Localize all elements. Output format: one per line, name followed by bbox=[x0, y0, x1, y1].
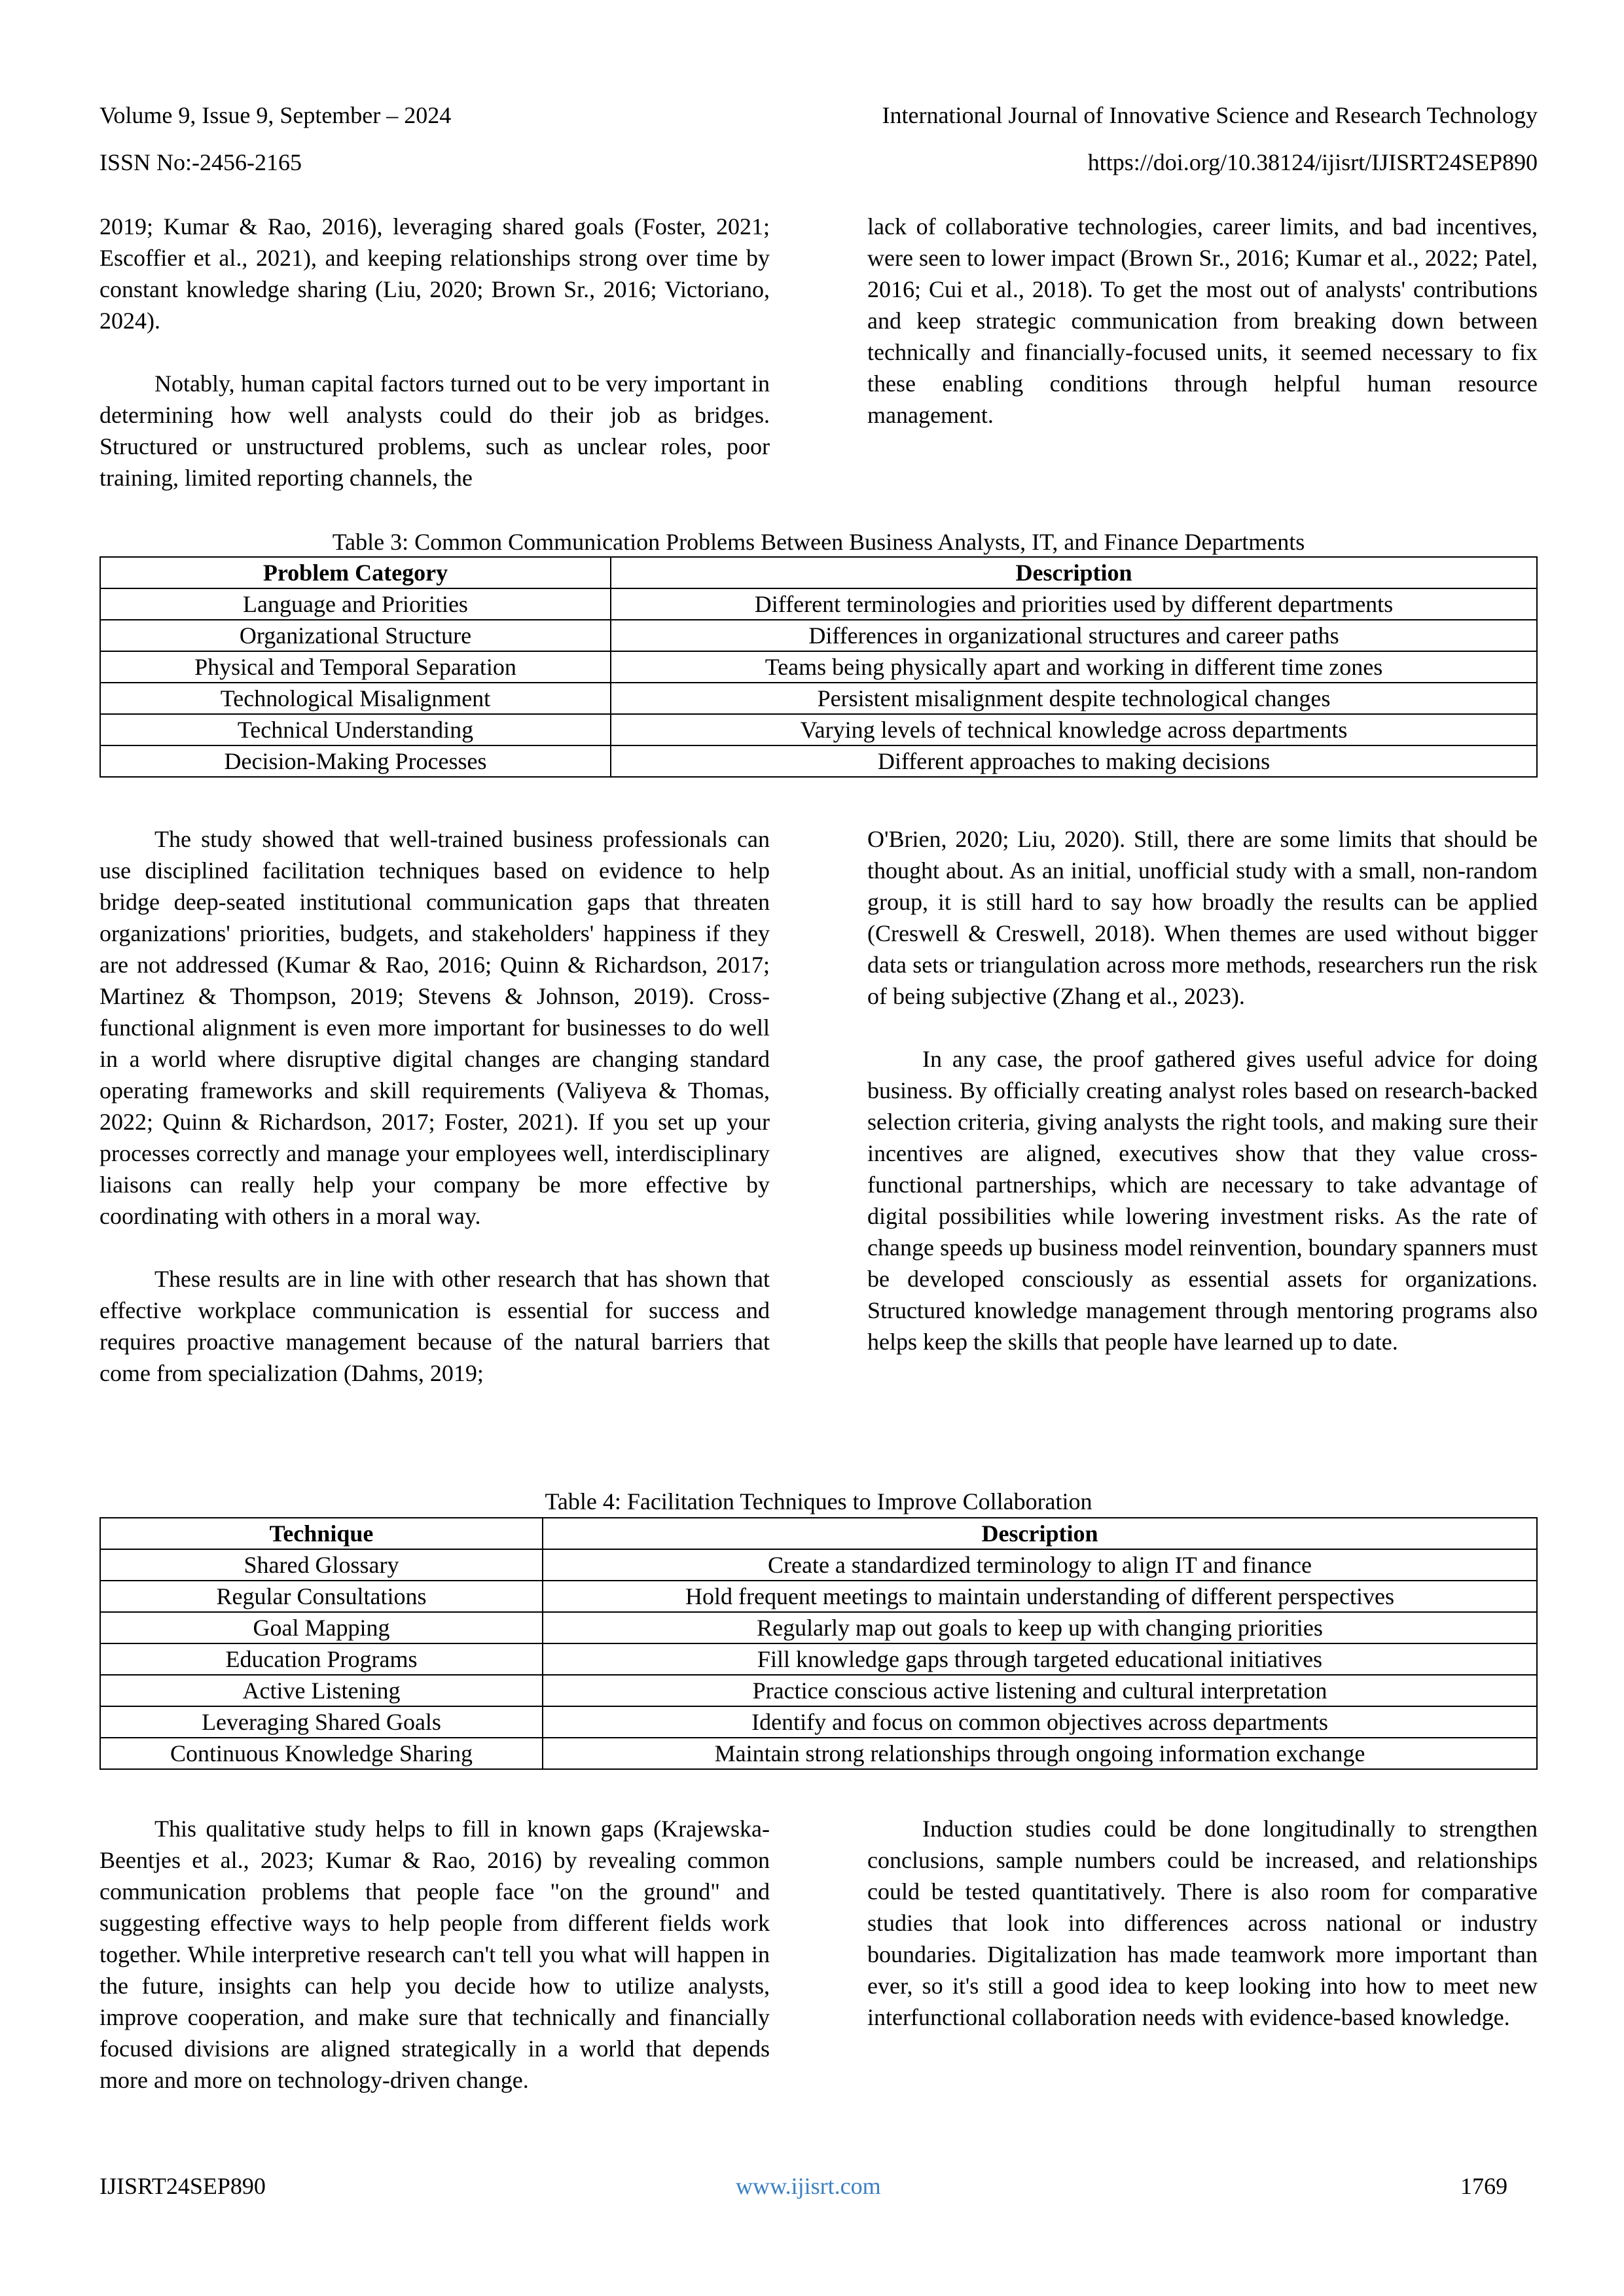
table-row bbox=[100, 714, 1537, 745]
table-cell: Hold frequent meetings to maintain understanding of different perspectives bbox=[543, 1581, 1537, 1612]
section2-right-column bbox=[867, 823, 1538, 1357]
table-row bbox=[100, 651, 1537, 683]
table-cell: Persistent misalignment despite technological changes bbox=[611, 683, 1537, 714]
table-cell: Language and Priorities bbox=[100, 588, 611, 620]
table-header-row bbox=[100, 557, 1537, 588]
column-header: Description bbox=[543, 1518, 1537, 1549]
section3-right-column bbox=[867, 1813, 1538, 2033]
table-cell: Active Listening bbox=[100, 1675, 543, 1706]
table-cell: Differences in organizational structures and career paths bbox=[611, 620, 1537, 651]
paragraph: 2019; Kumar & Rao, 2016), leveraging shared goals (Foster, 2021; Escoffier et al., 2021), and keeping relationships strong over time by constant knowledge sharing (Liu, 2020; Brown Sr., 2016; Victoriano, 2024). bbox=[99, 213, 770, 334]
table-cell: Continuous Knowledge Sharing bbox=[100, 1738, 543, 1769]
table-cell: Leveraging Shared Goals bbox=[100, 1706, 543, 1738]
journal-volume: Volume 9, Issue 9, September – 2024 bbox=[99, 102, 452, 128]
table-cell: Maintain strong relationships through ongoing information exchange bbox=[543, 1738, 1537, 1769]
table-cell: Organizational Structure bbox=[100, 620, 611, 651]
table-cell: Regular Consultations bbox=[100, 1581, 543, 1612]
column-header: Technique bbox=[100, 1518, 543, 1549]
table-row bbox=[100, 745, 1537, 777]
table-cell: Different terminologies and priorities used by different departments bbox=[611, 588, 1537, 620]
table-row bbox=[100, 683, 1537, 714]
table-row bbox=[100, 588, 1537, 620]
table-cell: Technological Misalignment bbox=[100, 683, 611, 714]
table-cell: Shared Glossary bbox=[100, 1549, 543, 1581]
section2-left-column bbox=[99, 823, 770, 1389]
table-cell: Decision-Making Processes bbox=[100, 745, 611, 777]
paragraph: lack of collaborative technologies, career limits, and bad incentives, were seen to lower impact (Brown Sr., 2016; Kumar et al., 2022; Patel, 2016; Cui et al., 2018). To get the most out of analysts' contributions and keep strategic communication from breaking down between technically and financially-focused units, it seemed necessary to fix these enabling conditions through helpful human resource management. bbox=[867, 213, 1538, 428]
table4 bbox=[99, 1517, 1538, 1770]
table-cell: Varying levels of technical knowledge across departments bbox=[611, 714, 1537, 745]
footer-article-id: IJISRT24SEP890 bbox=[99, 2173, 266, 2199]
table3-caption: Table 3: Common Communication Problems Between Business Analysts, IT, and Finance Departments bbox=[332, 529, 1305, 555]
table-cell: Fill knowledge gaps through targeted educational initiatives bbox=[543, 1643, 1537, 1675]
issn: ISSN No:-2456-2165 bbox=[99, 149, 302, 175]
doi: https://doi.org/10.38124/ijisrt/IJISRT24SEP890 bbox=[1087, 149, 1538, 175]
journal-title: International Journal of Innovative Science and Research Technology bbox=[882, 102, 1538, 128]
paragraph: Induction studies could be done longitudinally to strengthen conclusions, sample numbers could be increased, and relationships could be tested quantitatively. There is also room for comparative studies that look into differences across national or industry boundaries. Digitalization has made teamwork more important than ever, so it's still a good idea to keep looking into how to meet new interfunctional collaboration needs with evidence-based knowledge. bbox=[867, 1816, 1538, 2030]
column-header: Problem Category bbox=[100, 557, 611, 588]
table-cell: Education Programs bbox=[100, 1643, 543, 1675]
table-row bbox=[100, 1706, 1537, 1738]
table4-caption: Table 4: Facilitation Techniques to Improve Collaboration bbox=[545, 1488, 1092, 1515]
table-cell: Goal Mapping bbox=[100, 1612, 543, 1643]
table-header-row bbox=[100, 1518, 1537, 1549]
paragraph: The study showed that well-trained business professionals can use disciplined facilitation techniques based on evidence to help bridge deep-seated institutional communication gaps that threaten organizations' priorities, budgets, and stakeholders' happiness if they are not addressed (Kumar & Rao, 2016; Quinn & Richardson, 2017; Martinez & Thompson, 2019; Stevens & Johnson, 2019). Cross-functional alignment is even more important for businesses to do well in a world where disruptive digital changes are changing standard operating frameworks and skill requirements (Valiyeva & Thomas, 2022; Quinn & Richardson, 2017; Foster, 2021). If you set up your processes correctly and manage your employees well, interdisciplinary liaisons can really help your company be more effective by coordinating with others in a moral way. bbox=[99, 826, 770, 1229]
table-row bbox=[100, 1738, 1537, 1769]
table-cell: Practice conscious active listening and cultural interpretation bbox=[543, 1675, 1537, 1706]
table-row bbox=[100, 1643, 1537, 1675]
page-number: 1769 bbox=[1460, 2173, 1507, 2199]
section1-right-column bbox=[867, 211, 1538, 431]
table-cell: Physical and Temporal Separation bbox=[100, 651, 611, 683]
section3-left-column bbox=[99, 1813, 770, 2096]
table-cell: Different approaches to making decisions bbox=[611, 745, 1537, 777]
table-row bbox=[100, 1675, 1537, 1706]
paragraph: This qualitative study helps to fill in known gaps (Krajewska-Beentjes et al., 2023; Kumar & Rao, 2016) by revealing common communication problems that people face "on the ground" and suggesting effective ways to help people from different fields work together. While interpretive research can't tell you what will happen in the future, insights can help you decide how to utilize analysts, improve cooperation, and make sure that technically and financially focused divisions are aligned strategically in a world that depends more and more on technology-driven change. bbox=[99, 1816, 770, 2093]
column-header: Description bbox=[611, 557, 1537, 588]
paragraph: Notably, human capital factors turned out to be very important in determining how well analysts could do their job as bridges. Structured or unstructured problems, such as unclear roles, poor training, limited reporting channels, the bbox=[99, 370, 770, 491]
paragraph: These results are in line with other research that has shown that effective workplace communication is essential for success and requires proactive management because of the natural barriers that come from specialization (Dahms, 2019; bbox=[99, 1266, 770, 1386]
table-cell: Teams being physically apart and working in different time zones bbox=[611, 651, 1537, 683]
paragraph: O'Brien, 2020; Liu, 2020). Still, there are some limits that should be thought about. As an initial, unofficial study with a small, non-random group, it is still hard to say how broadly the results can be applied (Creswell & Creswell, 2018). When themes are used without bigger data sets or triangulation across more methods, researchers run the risk of being subjective (Zhang et al., 2023). bbox=[867, 826, 1538, 1009]
table3 bbox=[99, 556, 1538, 778]
table-cell: Identify and focus on common objectives across departments bbox=[543, 1706, 1537, 1738]
table-row bbox=[100, 620, 1537, 651]
table-cell: Regularly map out goals to keep up with changing priorities bbox=[543, 1612, 1537, 1643]
table-row bbox=[100, 1549, 1537, 1581]
paragraph: In any case, the proof gathered gives useful advice for doing business. By officially creating analyst roles based on research-backed selection criteria, giving analysts the right tools, and making sure their incentives are aligned, executives show that they value cross-functional partnerships, which are necessary to take advantage of digital possibilities while lowering investment risks. As the rate of change speeds up business model reinvention, boundary spanners must be developed consciously as essential assets for organizations. Structured knowledge management through mentoring programs also helps keep the skills that people have learned up to date. bbox=[867, 1046, 1538, 1355]
table-row bbox=[100, 1581, 1537, 1612]
footer-website-link[interactable]: www.ijisrt.com bbox=[736, 2173, 881, 2199]
table-row bbox=[100, 1612, 1537, 1643]
table-cell: Create a standardized terminology to align IT and finance bbox=[543, 1549, 1537, 1581]
table-cell: Technical Understanding bbox=[100, 714, 611, 745]
section1-left-column bbox=[99, 211, 770, 493]
